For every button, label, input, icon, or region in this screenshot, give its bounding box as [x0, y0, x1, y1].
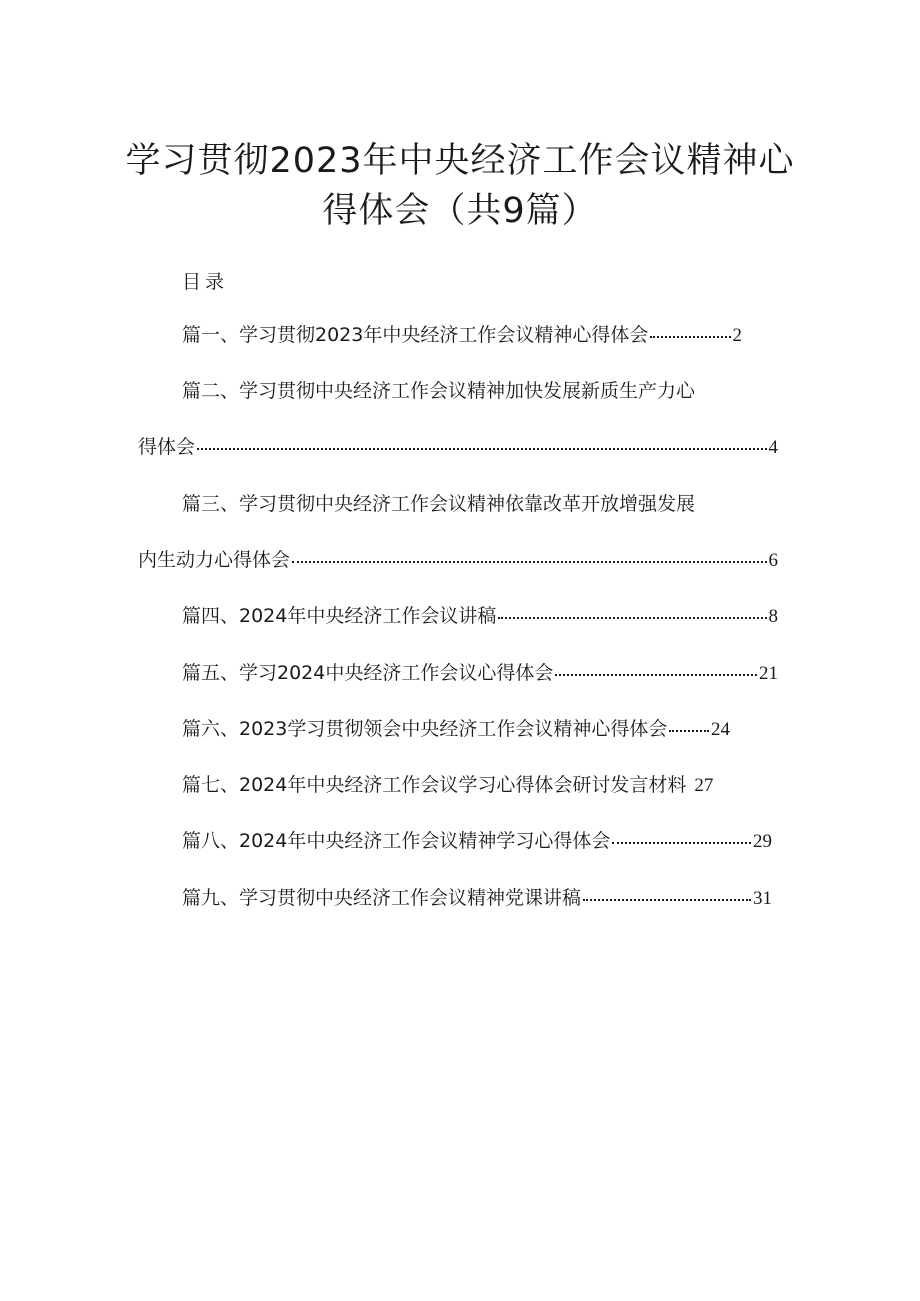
toc-entry-label: 篇八、2024年中央经济工作会议精神学习心得体会	[182, 830, 611, 852]
toc-entry-1[interactable]	[182, 320, 742, 351]
toc-entry-label: 篇一、学习贯彻2023年中央经济工作会议精神心得体会	[182, 324, 649, 346]
toc-entry-2-line-1[interactable]	[182, 376, 742, 406]
document-title-line-2: 得体会（共9篇）	[322, 191, 598, 231]
toc-entry-label: 内生动力心得体会	[138, 549, 291, 571]
toc-leader-dots	[612, 838, 751, 844]
toc-entry-label: 篇四、2024年中央经济工作会议讲稿	[182, 605, 497, 627]
toc-entry-label: 得体会	[138, 436, 196, 458]
document-title-line-1: 学习贯彻2023年中央经济工作会议精神心	[125, 141, 795, 181]
toc-leader-dots	[650, 332, 730, 338]
toc-leader-dots	[555, 670, 757, 676]
toc-entry-8[interactable]	[182, 826, 772, 857]
toc-entry-page: 2	[732, 325, 742, 346]
toc-entry-4[interactable]	[182, 601, 778, 632]
toc-entry-page: 8	[768, 606, 778, 627]
toc-leader-dots	[197, 444, 766, 450]
toc-entry-page: 24	[711, 719, 730, 740]
toc-entry-label: 篇六、2023学习贯彻领会中央经济工作会议精神心得体会	[182, 718, 668, 740]
toc-entry-page: 27	[694, 775, 714, 796]
toc-leader-dots	[669, 726, 709, 732]
toc-entry-page: 31	[753, 888, 772, 909]
toc-entry-3-line-2[interactable]	[138, 545, 778, 576]
toc-leader-dots	[583, 895, 751, 901]
toc-entry-7[interactable]	[182, 770, 738, 801]
toc-heading: 目录	[182, 271, 229, 293]
toc-entry-label: 篇七、2024年中央经济工作会议学习心得体会研讨发言材料	[182, 774, 687, 796]
toc-entry-9[interactable]	[182, 883, 772, 914]
toc-leader-dots	[498, 613, 766, 619]
toc-entry-page: 29	[753, 831, 772, 852]
toc-entry-label: 篇三、学习贯彻中央经济工作会议精神依靠改革开放增强发展	[182, 493, 696, 515]
toc-entry-3-line-1[interactable]	[182, 489, 742, 519]
toc-entry-label: 篇五、学习2024中央经济工作会议心得体会	[182, 662, 554, 684]
toc-entry-page: 4	[768, 437, 778, 458]
toc-leader-dots	[292, 557, 766, 563]
toc-entry-5[interactable]	[182, 658, 778, 689]
toc-entry-page: 6	[768, 550, 778, 571]
toc-entry-label: 篇二、学习贯彻中央经济工作会议精神加快发展新质生产力心	[182, 380, 696, 402]
toc-entry-page: 21	[759, 663, 778, 684]
toc-entry-2-line-2[interactable]	[138, 432, 778, 463]
toc-entry-label: 篇九、学习贯彻中央经济工作会议精神党课讲稿	[182, 887, 582, 909]
toc-entry-6[interactable]	[182, 714, 730, 745]
